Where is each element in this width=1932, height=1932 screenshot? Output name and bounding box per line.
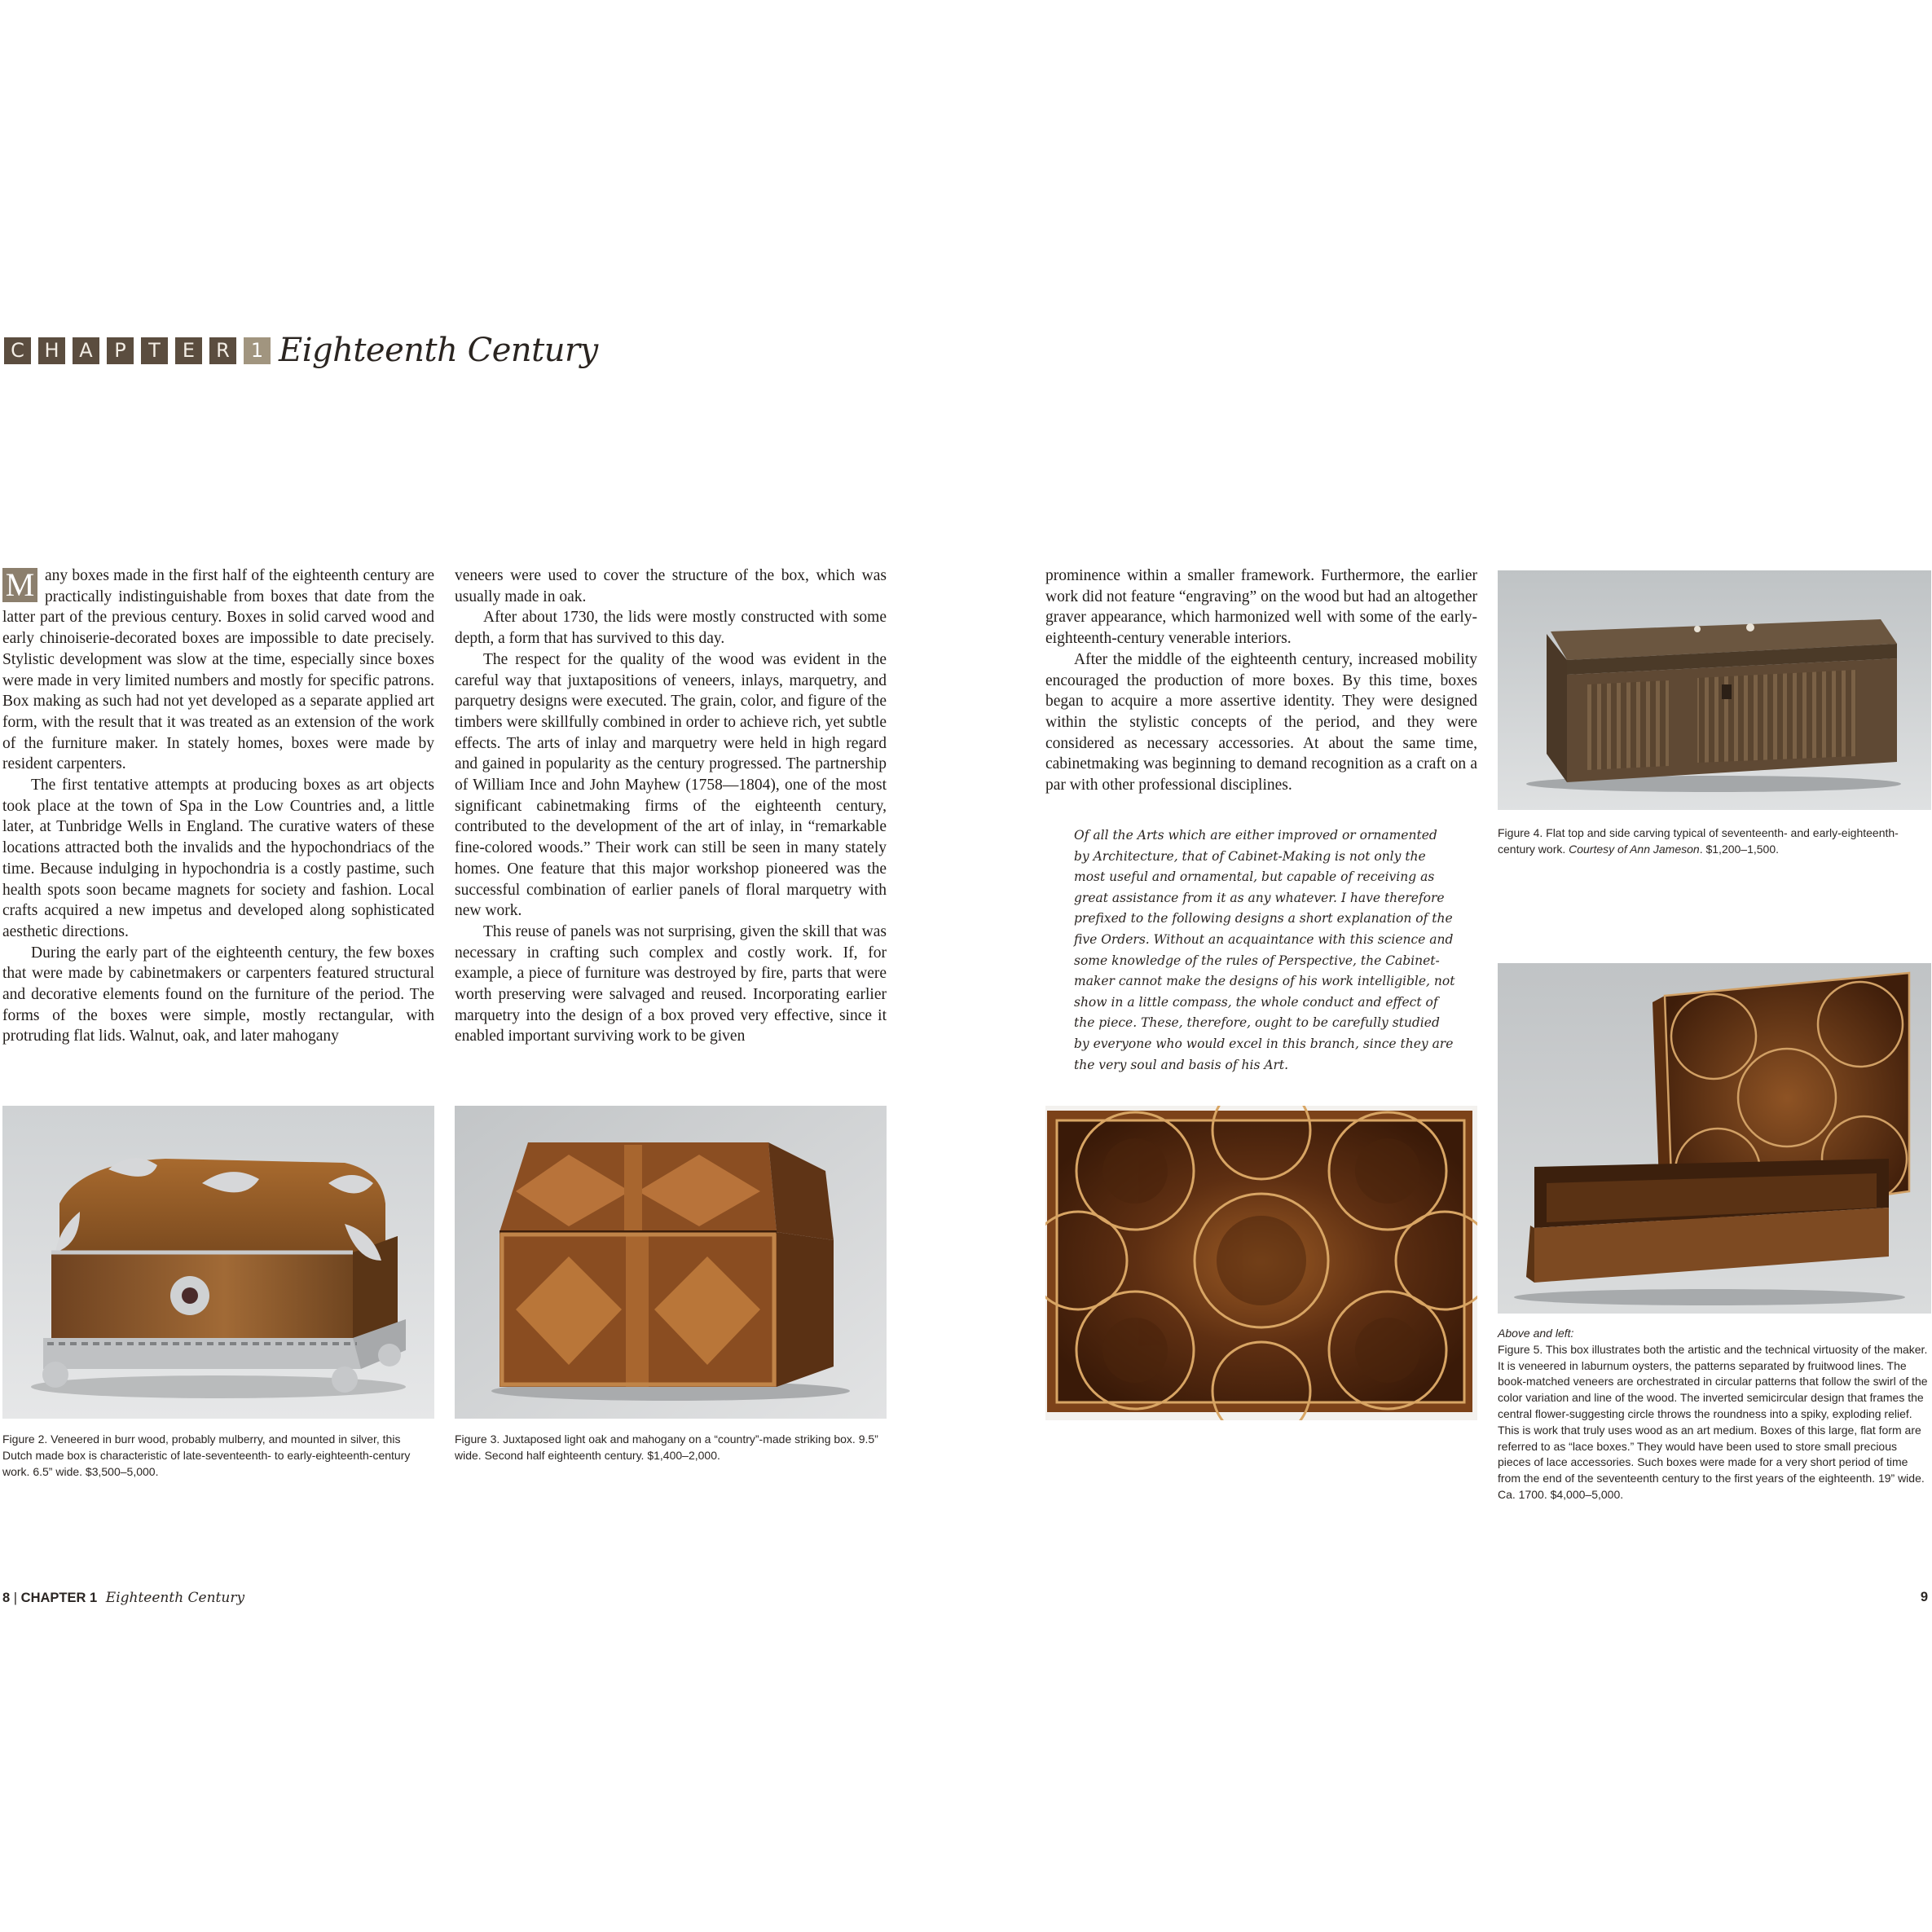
figure-5-lead-text: Above and left: bbox=[1498, 1327, 1574, 1340]
figure-2-caption: Figure 2. Veneered in burr wood, probably mulberry, and mounted in silver, this Dutch made box is characteristic of late-seventeenth- to early-eighteenth-century work. 6.5” wide. $3,500–5,000. bbox=[2, 1432, 411, 1478]
paragraph: prominence within a smaller framework. Furthermore, the earlier work did not feature “engraving” on the wood but had an altogether graver appearance, which harmonized well with some of the early-eighteenth-century venerable interiors. bbox=[1045, 567, 1477, 648]
chapter-header bbox=[4, 330, 598, 371]
figure-4-caption bbox=[1498, 825, 1931, 858]
block-quote: Of all the Arts which are either improved or ornamented by Architecture, that of Cabinet-Making is not only the most useful and ornamental, but capable of receiving as great assistance from it as any whatever. I have therefore prefixed to the following designs a short explanation of the five Orders. Without an acquaintance with this science and some knowledge of the rules of Perspective, the Cabinet-maker cannot make the designs of his work intelligible, not show in a little compass, the whole conduct and effect of the piece. These, therefore, ought to be carefully studied by everyone who would excel in this branch, since they are the very soul and basis of his Art. bbox=[1074, 828, 1455, 1072]
drop-cap: M bbox=[2, 568, 37, 602]
figure-4-photo bbox=[1498, 570, 1931, 810]
paragraph-text: any boxes made in the first half of the eighteenth century are practically indistinguishable from boxes that date from the latter part of the previous century. Boxes in solid carved wood and early chinoiserie-decorated boxes are impossible to date precisely. Stylistic development was slow at the time, especially since boxes were made in very limited numbers and mostly for specific patrons. Box making as such had not yet developed as a separate applied art form, with the result that it was treated as an extension of the work of the furniture maker. In stately homes, boxes were made by resident carpenters. bbox=[2, 567, 434, 773]
footer-chapter: CHAPTER 1 bbox=[20, 1591, 98, 1605]
chapter-letter-e: E bbox=[175, 337, 202, 364]
paragraph: The respect for the quality of the wood was evident in the careful way that juxtapositions of veneers, inlays, marquetry, and parquetry designs were executed. The grain, color, and figure of the timbers were skillfully combined in order to achieve rich, yet subtle effects. The arts of inlay and marquetry were held in high regard and gained in popularity as the century progressed. The partnership of William Ince and John Mayhew (1758—1804), one of the most significant cabinetmaking firms of the eighteenth century, contributed to the development of the art of inlay, in “remarkable fine-colored woods.” Their work can still be seen in many stately homes. One feature that this major workshop pioneered was the successful combination of earlier panels of floral marquetry with new work. bbox=[455, 650, 887, 920]
figure-3-caption: Figure 3. Juxtaposed light oak and mahogany on a “country”-made striking box. 9.5” wide. Second half eighteenth century. $1,400–2,000. bbox=[455, 1432, 878, 1462]
text-column-1 bbox=[2, 566, 434, 1047]
figure-5-caption bbox=[1498, 1326, 1931, 1503]
figure-2-photo bbox=[2, 1106, 434, 1419]
paragraph: After about 1730, the lids were mostly constructed with some depth, a form that has survived to this day. bbox=[455, 609, 887, 648]
footer-left bbox=[2, 1590, 244, 1606]
text-column-3 bbox=[1045, 566, 1477, 796]
figure-4-credit: Courtesy of Ann Jameson bbox=[1569, 842, 1700, 856]
text-column-2 bbox=[455, 566, 887, 1047]
page-number-right: 9 bbox=[1920, 1590, 1928, 1604]
chapter-letter-c: C bbox=[4, 337, 31, 364]
chapter-letter-p: P bbox=[107, 337, 134, 364]
chapter-title: Eighteenth Century bbox=[279, 332, 598, 369]
figure-4-caption-text: Figure 4. Flat top and side carving typical of seventeenth- and early-eighteenth-century work. bbox=[1498, 826, 1899, 856]
paragraph: This reuse of panels was not surprising, given the skill that was necessary in crafting such complex and costly work. If, for example, a piece of furniture was destroyed by fire, parts that were worth preserving were salvaged and reused. Incorporating earlier marquetry into the design of a box proved very effective, since it enabled important surviving work to be given bbox=[455, 922, 887, 1045]
figure-5-lead bbox=[1498, 1326, 1931, 1342]
chapter-letter-t: T bbox=[141, 337, 168, 364]
page-number-left: 8 bbox=[2, 1591, 11, 1605]
figure-5-lid-photo bbox=[1045, 1106, 1477, 1420]
figure-4-caption-price: . $1,200–1,500. bbox=[1699, 842, 1780, 856]
figure-5-open-box-photo bbox=[1498, 963, 1931, 1314]
paragraph: The first tentative attempts at producing boxes as art objects took place at the town of Spa in the Low Countries and, a little later, at Tunbridge Wells in England. The curative waters of these locations attracted both the invalids and the hypochondriacs of the time. Because indulging in hypochondria is a costly pastime, such health spots soon became magnets for society and fashion. Local crafts acquired a new impetus and developed along sophisticated aesthetic directions. bbox=[2, 777, 434, 940]
footer-separator: | bbox=[13, 1591, 18, 1605]
figure-5-caption-text: Figure 5. This box illustrates both the artistic and the technical virtuosity of the maker. It is veneered in laburnum oysters, the patterns separated by fruitwood lines. The book-matched veneers are orchestrated in circular patterns that follow the swirl of the color variation and line of the wood. The inverted semicircular design that frames the central flower-suggesting circle throws the roundness into a spiky, exploding relief. This is work that truly uses wood as an art medium. Boxes of this large, flat form are referred to as “lace boxes.” They would have been used to store small precious pieces of lace accessories. Such boxes were made for a very short period of time from the end of the seventeenth century to the first years of the eighteenth. 19” wide. Ca. 1700. $4,000–5,000. bbox=[1498, 1342, 1928, 1501]
paragraph: veneers were used to cover the structure of the box, which was usually made in oak. bbox=[455, 567, 887, 605]
paragraph: During the early part of the eighteenth century, the few boxes that were made by cabinetmakers or carpenters featured structural and decorative elements found on the furniture of the period. The forms of the boxes were simple, mostly rectangular, with protruding flat lids. Walnut, oak, and later mahogany bbox=[2, 944, 434, 1045]
chapter-letter-r: R bbox=[209, 337, 236, 364]
chapter-number: 1 bbox=[244, 337, 271, 364]
footer-title: Eighteenth Century bbox=[105, 1590, 245, 1606]
paragraph: After the middle of the eighteenth century, increased mobility encouraged the production of more boxes. By this time, boxes began to acquire a more assertive identity. They were designed within the stylistic concepts of the period, and they were considered as necessary accessories. At about the same time, cabinetmaking was beginning to demand recognition as a craft on a par with other professional disciplines. bbox=[1045, 650, 1477, 794]
figure-3-photo bbox=[455, 1106, 887, 1419]
chapter-letter-a: A bbox=[73, 337, 99, 364]
chapter-letter-h: H bbox=[38, 337, 65, 364]
paragraph bbox=[2, 566, 434, 775]
